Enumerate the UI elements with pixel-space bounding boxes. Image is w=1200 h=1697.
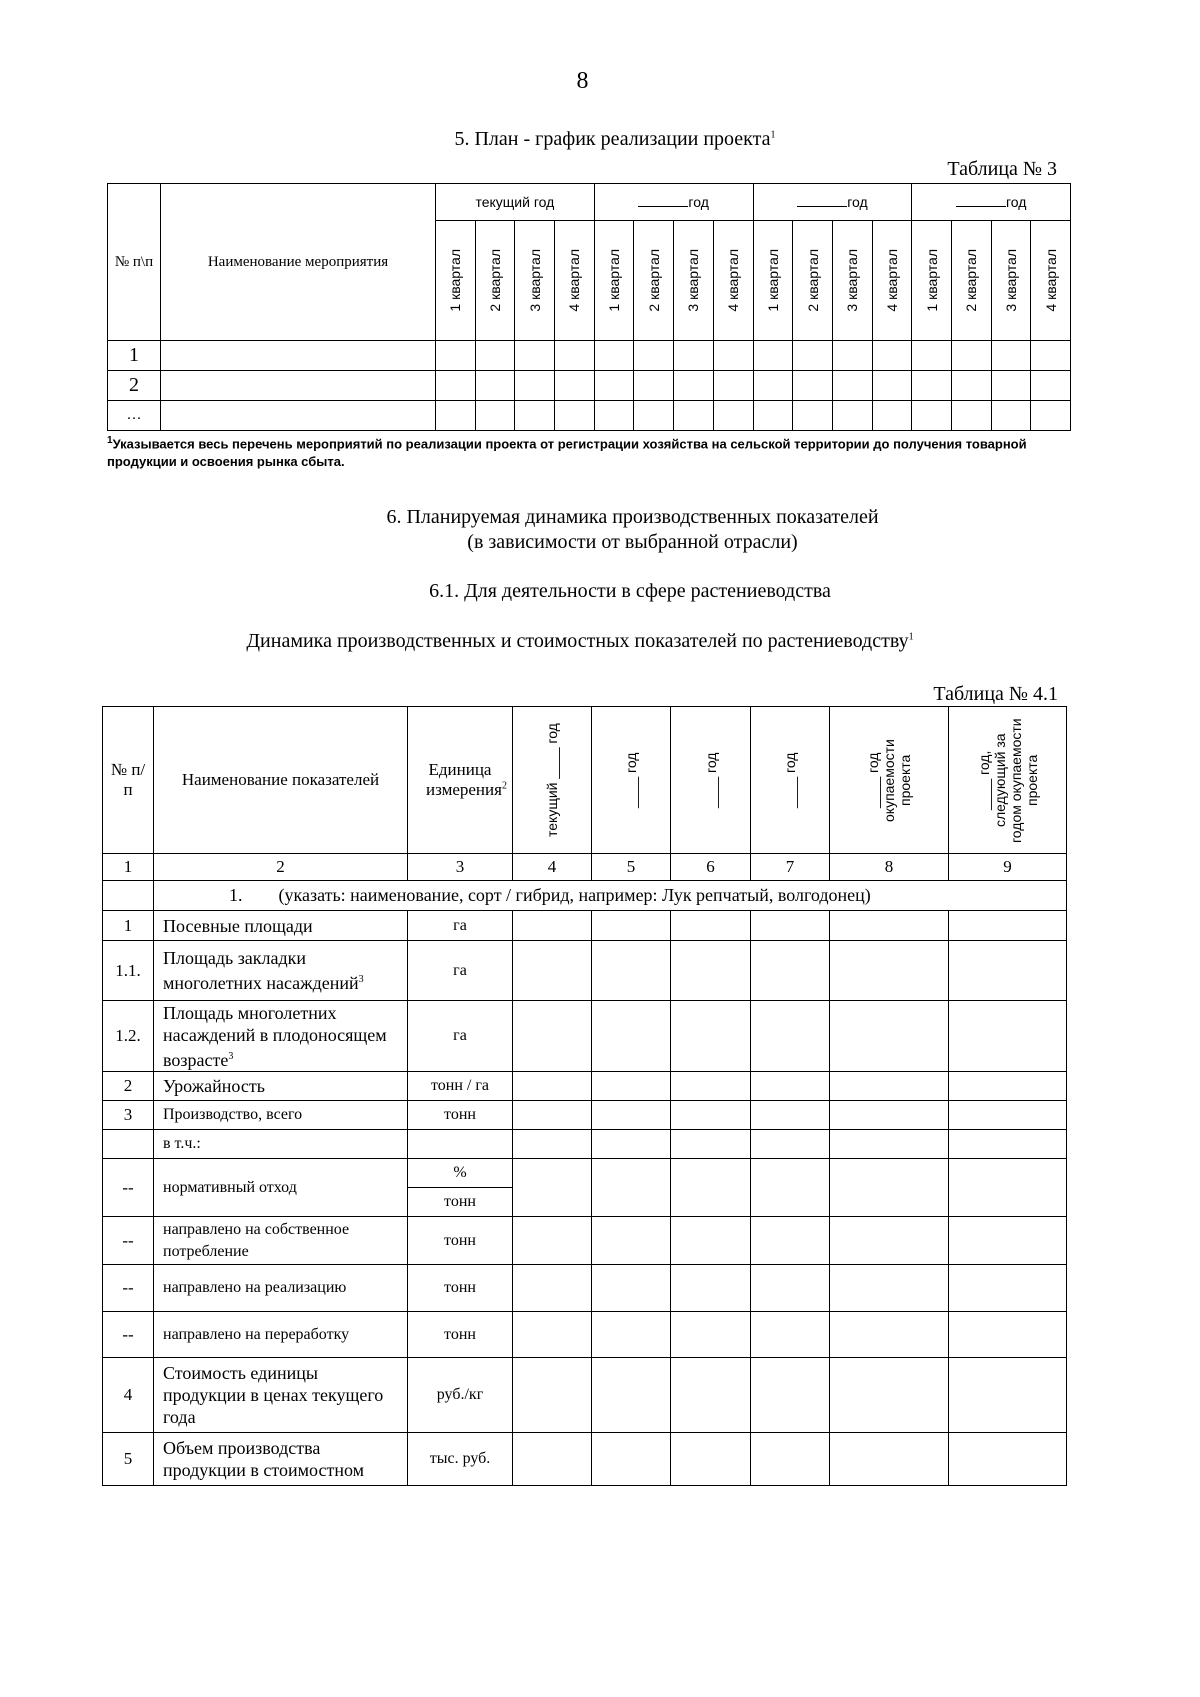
- quarter-label: 2 квартал: [645, 249, 662, 312]
- footnote-text: Указывается весь перечень мероприятий по реализации проекта от регистрации хозяйства на сельской территории до получения товарной продукции и освоения рынка сбыта.: [107, 436, 1027, 470]
- empty-cell: [634, 341, 674, 371]
- quarter-header: [515, 221, 555, 341]
- table-row: [103, 1312, 1067, 1358]
- table-row: [103, 1072, 1067, 1101]
- empty-cell: [991, 371, 1031, 401]
- year-header: [436, 184, 595, 221]
- empty-cell: [161, 371, 436, 401]
- quarter-header: [912, 221, 952, 341]
- unit-cell: га: [408, 941, 513, 1001]
- section6-title-line2: (в зависимости от выбранной отрасли): [467, 531, 798, 553]
- empty-cell: [634, 371, 674, 401]
- section6-subtitle: 6.1. Для деятельности в сфере растениеводства: [429, 580, 831, 602]
- header-text: ____ год окупаемости проекта: [865, 738, 913, 822]
- empty-cell: [793, 401, 833, 431]
- page-number: 8: [576, 68, 589, 94]
- header-1: [103, 707, 154, 854]
- empty-cell: [1031, 371, 1071, 401]
- year-label: текущий год: [475, 194, 555, 210]
- table-row: [108, 401, 1071, 431]
- footnote-mark: 1: [107, 435, 113, 446]
- header-year-6: [949, 707, 1067, 854]
- quarter-label: 4 квартал: [566, 249, 583, 312]
- empty-cell: [751, 941, 830, 1001]
- row-number: --: [103, 1217, 154, 1265]
- table41-title: [0, 630, 1160, 653]
- empty-cell: [555, 371, 595, 401]
- empty-cell: [991, 401, 1031, 431]
- empty-cell: [671, 911, 751, 941]
- header-text: ____ год: [782, 752, 798, 808]
- empty-cell: [751, 1001, 830, 1072]
- empty-cell: [949, 1001, 1067, 1072]
- empty-cell: [832, 341, 872, 371]
- column-number: 9: [949, 854, 1067, 881]
- table-row: [103, 941, 1067, 1001]
- empty-cell: [513, 1159, 592, 1217]
- section5-title: [0, 128, 1200, 151]
- unit-cell: тонн: [408, 1188, 513, 1217]
- indicator-name: [154, 1130, 408, 1159]
- crop-indicators-table: [102, 706, 1067, 1486]
- header-year-5: [830, 707, 949, 854]
- empty-cell: [515, 371, 555, 401]
- indicator-name: [154, 1265, 408, 1312]
- quarter-label: 2 квартал: [963, 249, 980, 312]
- unit-cell: га: [408, 911, 513, 941]
- table-row: [103, 911, 1067, 941]
- year-blank: [797, 205, 847, 207]
- empty-cell: [674, 341, 714, 371]
- empty-cell: [751, 1433, 830, 1486]
- section6-title: [0, 505, 1200, 555]
- empty-cell: [592, 1101, 671, 1130]
- row-number: --: [103, 1312, 154, 1358]
- column-number: 5: [592, 854, 671, 881]
- indicator-name: [154, 1072, 408, 1101]
- empty-cell: [830, 1217, 949, 1265]
- empty-cell: [753, 401, 793, 431]
- indicator-name: [154, 1358, 408, 1433]
- table-row: [103, 1265, 1067, 1312]
- quarter-header: [872, 221, 912, 341]
- col-num-header: № п\п: [108, 184, 161, 341]
- table-row: [103, 1358, 1067, 1433]
- quarter-label: 1 квартал: [447, 249, 464, 312]
- empty-cell: [793, 371, 833, 401]
- empty-cell: [671, 1433, 751, 1486]
- empty-cell: [872, 341, 912, 371]
- quarter-header: [475, 221, 515, 341]
- footnote-ref: 1: [770, 129, 776, 141]
- empty-cell: [949, 1265, 1067, 1312]
- empty-cell: [949, 1358, 1067, 1433]
- empty-cell: [671, 1072, 751, 1101]
- column-number: 6: [671, 854, 751, 881]
- column-number: 4: [513, 854, 592, 881]
- indicator-name-text: Стоимость единицы продукции в ценах текущего года: [163, 1363, 384, 1427]
- unit-cell: руб./кг: [408, 1358, 513, 1433]
- empty-cell: [592, 1217, 671, 1265]
- quarter-header: [436, 221, 476, 341]
- indicator-name-text: направлено на собственное потребление: [163, 1220, 350, 1260]
- year-label: год: [688, 194, 709, 210]
- column-number: 7: [751, 854, 830, 881]
- quarter-header: [674, 221, 714, 341]
- quarter-header: [832, 221, 872, 341]
- empty-cell: [592, 1130, 671, 1159]
- empty-cell: [592, 1312, 671, 1358]
- empty-cell: [475, 401, 515, 431]
- empty-cell: [592, 1265, 671, 1312]
- quarter-header: [594, 221, 634, 341]
- empty-cell: [751, 911, 830, 941]
- empty-cell: [830, 911, 949, 941]
- empty-cell: [949, 1217, 1067, 1265]
- empty-cell: [713, 341, 753, 371]
- empty-cell: [949, 1072, 1067, 1101]
- empty-cell: [592, 1159, 671, 1217]
- header-year-2: [592, 707, 671, 854]
- empty-cell: [949, 911, 1067, 941]
- table41-label: Таблица № 4.1: [933, 683, 1058, 705]
- empty-cell: [513, 1072, 592, 1101]
- empty-cell: [555, 341, 595, 371]
- indicator-name-text: Урожайность: [163, 1076, 265, 1096]
- quarter-label: 3 квартал: [1003, 249, 1020, 312]
- empty-cell: [951, 341, 991, 371]
- empty-cell: [592, 1358, 671, 1433]
- indicator-name-text: Площадь закладки многолетних насаждений: [163, 948, 359, 993]
- empty-cell: [671, 941, 751, 1001]
- empty-cell: [161, 401, 436, 431]
- column-number: 1: [103, 854, 154, 881]
- empty-cell: [513, 1312, 592, 1358]
- header-text: Единица измерения: [426, 760, 502, 799]
- empty-cell: [513, 911, 592, 941]
- quarter-header: [753, 221, 793, 341]
- empty-cell: [513, 1217, 592, 1265]
- quarter-label: 4 квартал: [725, 249, 742, 312]
- empty-cell: [671, 1358, 751, 1433]
- row-number: --: [103, 1159, 154, 1217]
- indicator-name-text: Производство, всего: [163, 1106, 303, 1123]
- header-year-1: [513, 707, 592, 854]
- row-number: 1: [103, 911, 154, 941]
- header-text: ____ год: [702, 752, 719, 808]
- table-row: [108, 341, 1071, 371]
- empty-cell: [713, 401, 753, 431]
- empty-cell: [436, 401, 476, 431]
- indicator-name: [154, 1159, 408, 1217]
- empty-cell: [713, 371, 753, 401]
- schedule-table: [107, 183, 1071, 431]
- empty-cell: [513, 1433, 592, 1486]
- empty-cell: [830, 1101, 949, 1130]
- quarter-label: 1 квартал: [764, 249, 781, 312]
- header-text: № п/п: [110, 760, 146, 799]
- empty-cell: [951, 371, 991, 401]
- indicator-name-text: нормативный отход: [163, 1178, 297, 1196]
- empty-cell: [830, 1433, 949, 1486]
- empty-cell: [513, 1130, 592, 1159]
- section6-title-line1: 6. Планируемая динамика производственных показателей: [386, 506, 879, 528]
- empty-cell: [949, 1433, 1067, 1486]
- empty-cell: [751, 1101, 830, 1130]
- column-number: 8: [830, 854, 949, 881]
- quarter-header: [951, 221, 991, 341]
- empty-cell: [751, 1217, 830, 1265]
- header-year-3: [671, 707, 751, 854]
- quarter-label: 3 квартал: [685, 249, 702, 312]
- year-header: [753, 184, 912, 221]
- empty-cell: [872, 371, 912, 401]
- footnote-ref: 2: [501, 780, 507, 792]
- empty-cell: [592, 1001, 671, 1072]
- table-row: [103, 1101, 1067, 1130]
- header-year-4: [751, 707, 830, 854]
- unit-cell: тонн: [408, 1265, 513, 1312]
- table-row: [103, 1217, 1067, 1265]
- empty-cell: [594, 401, 634, 431]
- empty-cell: [515, 401, 555, 431]
- indicator-name: [154, 1312, 408, 1358]
- indicator-name-text: Площадь многолетних насаждений в плодоносящем возрасте: [163, 1002, 387, 1070]
- row-number: 5: [103, 1433, 154, 1486]
- empty-cell: [912, 371, 952, 401]
- empty-cell: [475, 371, 515, 401]
- empty-cell: [751, 1130, 830, 1159]
- empty-cell: [949, 941, 1067, 1001]
- year-label: год: [1005, 194, 1027, 210]
- footnote-ref: 3: [228, 1050, 234, 1062]
- row-number: 1.1.: [103, 941, 154, 1001]
- header-2: [154, 707, 408, 854]
- empty-cell: [949, 1159, 1067, 1217]
- empty-cell: [634, 401, 674, 431]
- empty-cell: [555, 401, 595, 431]
- empty-cell: [912, 401, 952, 431]
- row-number: 3: [103, 1101, 154, 1130]
- row-number: --: [103, 1265, 154, 1312]
- col-name-header: Наименование мероприятия: [161, 184, 436, 341]
- quarter-label: 4 квартал: [883, 249, 900, 312]
- year-label: год: [847, 194, 868, 210]
- empty-cell: [513, 1101, 592, 1130]
- quarter-header: [555, 221, 595, 341]
- empty-cell: [751, 1072, 830, 1101]
- unit-cell: тонн: [408, 1217, 513, 1265]
- quarter-header: [1031, 221, 1071, 341]
- empty-cell: [751, 1265, 830, 1312]
- indicator-name: [154, 911, 408, 941]
- empty-cell: [872, 401, 912, 431]
- row-number: 2: [108, 371, 161, 401]
- empty-cell: [830, 1265, 949, 1312]
- empty-cell: [1031, 341, 1071, 371]
- empty-cell: [753, 371, 793, 401]
- empty-cell: [671, 1130, 751, 1159]
- year-blank: [638, 205, 688, 207]
- indicator-name: [154, 1001, 408, 1072]
- table41-title-text: Динамика производственных и стоимостных показателей по растениеводству: [246, 630, 909, 652]
- quarter-label: 4 квартал: [1042, 249, 1059, 312]
- empty-cell: [1031, 401, 1071, 431]
- quarter-header: [793, 221, 833, 341]
- empty-cell: [594, 371, 634, 401]
- empty-cell: [751, 1358, 830, 1433]
- table3-label: Таблица № 3: [947, 158, 1057, 180]
- row-number: 1.2.: [103, 1001, 154, 1072]
- empty-cell: [949, 1130, 1067, 1159]
- table-row: [103, 1001, 1067, 1072]
- empty-cell: [830, 1358, 949, 1433]
- header-3: [408, 707, 513, 854]
- quarter-header: [634, 221, 674, 341]
- unit-cell: тонн: [408, 1312, 513, 1358]
- indicator-name: [154, 1433, 408, 1486]
- row-number: …: [108, 401, 161, 431]
- empty-cell: [674, 401, 714, 431]
- empty-cell: [830, 1072, 949, 1101]
- empty-cell: [513, 1265, 592, 1312]
- indicator-name-text: направлено на переработку: [163, 1325, 350, 1343]
- empty-cell: [515, 341, 555, 371]
- empty-cell: [161, 341, 436, 371]
- row-number: 4: [103, 1358, 154, 1433]
- empty-cell: [513, 1358, 592, 1433]
- quarter-label: 3 квартал: [526, 249, 543, 312]
- quarter-header: [713, 221, 753, 341]
- empty-cell: [513, 1001, 592, 1072]
- empty-cell: [832, 371, 872, 401]
- row-number: 1: [108, 341, 161, 371]
- crop-section-label: 1. (указать: наименование, сорт / гибрид, например: Лук репчатый, волгодонец): [154, 881, 1067, 911]
- indicator-name-text: направлено на реализацию: [163, 1279, 347, 1296]
- empty-cell: [830, 1159, 949, 1217]
- table-row: [103, 1130, 1067, 1159]
- row-number: 2: [103, 1072, 154, 1101]
- quarter-label: 1 квартал: [606, 249, 623, 312]
- empty-cell: [951, 401, 991, 431]
- table-row: [108, 371, 1071, 401]
- empty-cell: [592, 911, 671, 941]
- header-text: Наименование показателей: [181, 770, 380, 789]
- year-blank: [956, 205, 1006, 207]
- empty-cell: [753, 341, 793, 371]
- footnote-ref: 1: [908, 631, 914, 643]
- empty-cell: [592, 941, 671, 1001]
- empty-cell: [830, 1130, 949, 1159]
- year-header: [594, 184, 753, 221]
- indicator-name-text: Объем производства продукции в стоимостном: [163, 1438, 365, 1480]
- unit-cell: тонн: [408, 1101, 513, 1130]
- header-text: ____ год, следующий за годом окупаемости проекта: [975, 717, 1040, 843]
- empty-cell: [671, 1265, 751, 1312]
- empty-cell: [103, 881, 154, 911]
- unit-cell: [408, 1130, 513, 1159]
- empty-cell: [671, 1159, 751, 1217]
- empty-cell: [949, 1312, 1067, 1358]
- empty-cell: [674, 371, 714, 401]
- empty-cell: [832, 401, 872, 431]
- empty-cell: [513, 941, 592, 1001]
- empty-cell: [793, 341, 833, 371]
- header-text: текущий ____ год: [544, 723, 560, 837]
- empty-cell: [671, 1001, 751, 1072]
- empty-cell: [671, 1217, 751, 1265]
- empty-cell: [436, 341, 476, 371]
- row-number: [103, 1130, 154, 1159]
- empty-cell: [830, 941, 949, 1001]
- empty-cell: [436, 371, 476, 401]
- indicator-name: [154, 1101, 408, 1130]
- empty-cell: [949, 1101, 1067, 1130]
- quarter-label: 2 квартал: [804, 249, 821, 312]
- empty-cell: [671, 1101, 751, 1130]
- empty-cell: [912, 341, 952, 371]
- indicator-name-text: Посевные площади: [163, 915, 313, 936]
- empty-cell: [751, 1159, 830, 1217]
- unit-cell: га: [408, 1001, 513, 1072]
- indicator-name: [154, 941, 408, 1001]
- column-number: 2: [154, 854, 408, 881]
- empty-cell: [475, 341, 515, 371]
- section5-title-text: 5. План - график реализации проекта: [454, 128, 771, 150]
- section-row: [103, 881, 1067, 911]
- header-text: ____ год: [623, 752, 639, 808]
- empty-cell: [671, 1312, 751, 1358]
- empty-cell: [830, 1312, 949, 1358]
- section5-footnote: [107, 432, 1067, 471]
- empty-cell: [991, 341, 1031, 371]
- empty-cell: [594, 341, 634, 371]
- year-header: [912, 184, 1071, 221]
- table-row: [103, 1159, 1067, 1188]
- indicator-name-text: в т.ч.:: [163, 1135, 201, 1152]
- unit-cell: тонн / га: [408, 1072, 513, 1101]
- indicator-name: [154, 1217, 408, 1265]
- quarter-label: 1 квартал: [923, 249, 940, 312]
- quarter-label: 3 квартал: [844, 249, 861, 312]
- quarter-label: 2 квартал: [487, 249, 504, 312]
- empty-cell: [751, 1312, 830, 1358]
- quarter-header: [991, 221, 1031, 341]
- empty-cell: [830, 1001, 949, 1072]
- empty-cell: [592, 1433, 671, 1486]
- table-row: [103, 1433, 1067, 1486]
- empty-cell: [592, 1072, 671, 1101]
- unit-cell: %: [408, 1159, 513, 1188]
- column-number: 3: [408, 854, 513, 881]
- unit-cell: тыс. руб.: [408, 1433, 513, 1486]
- footnote-ref: 3: [358, 974, 364, 985]
